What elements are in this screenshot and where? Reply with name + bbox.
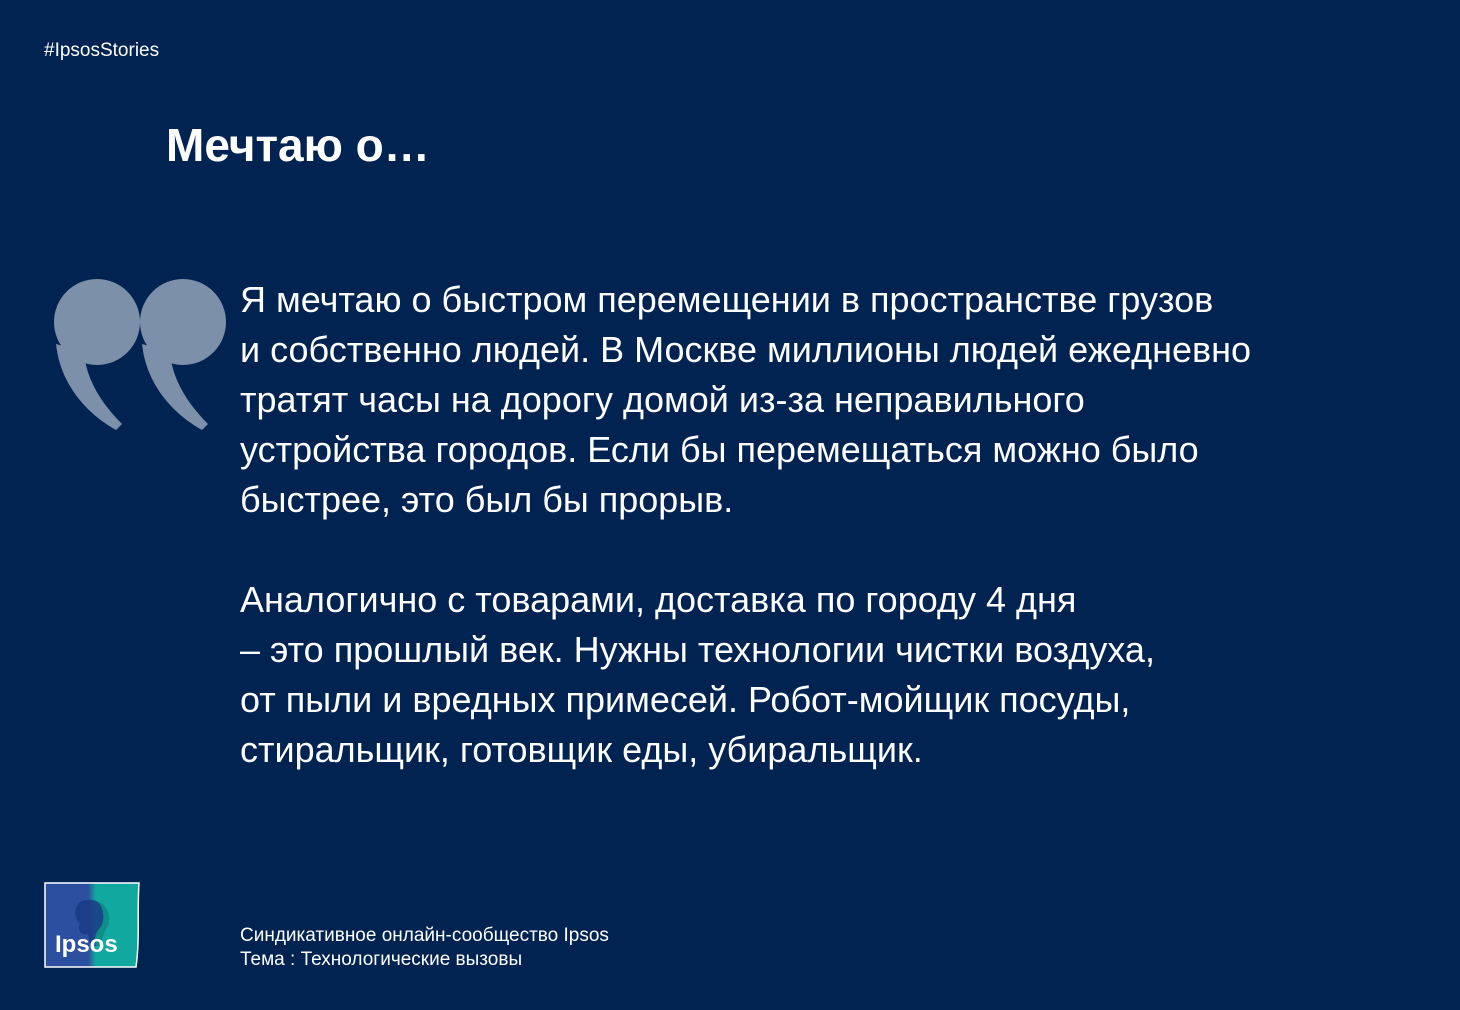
quote-line: Аналогично с товарами, доставка по городу 4 дня <box>240 579 1077 620</box>
quote-line: – это прошлый век. Нужны технологии чистки воздуха, <box>240 629 1155 670</box>
quote-open-icon <box>42 278 228 432</box>
hashtag-label: #IpsosStories <box>44 40 160 61</box>
footer-topic: Тема : Технологические вызовы <box>240 949 523 970</box>
ipsos-logo-icon <box>44 882 140 968</box>
quote-line: быстрее, это был бы прорыв. <box>240 479 734 520</box>
svg-text:Ipsos: Ipsos <box>55 931 118 958</box>
footer <box>240 924 609 972</box>
quote-line: и собственно людей. В Москве миллионы людей ежедневно <box>240 329 1252 370</box>
footer-source: Синдикативное онлайн-сообщество Ipsos <box>240 925 609 946</box>
quote-line: Я мечтаю о быстром перемещении в пространстве грузов <box>240 279 1214 320</box>
quote-paragraph-2 <box>240 575 1440 775</box>
quote-line: от пыли и вредных примесей. Робот-мойщик посуды, <box>240 679 1131 720</box>
quote-line: стиральщик, готовщик еды, убиральщик. <box>240 729 923 770</box>
quote-text <box>240 275 1440 775</box>
quote-paragraph-1 <box>240 275 1440 525</box>
quote-line: тратят часы на дорогу домой из-за неправильного <box>240 379 1085 420</box>
slide-title: Мечтаю о… <box>166 119 430 171</box>
quote-line: устройства городов. Если бы перемещаться можно было <box>240 429 1199 470</box>
